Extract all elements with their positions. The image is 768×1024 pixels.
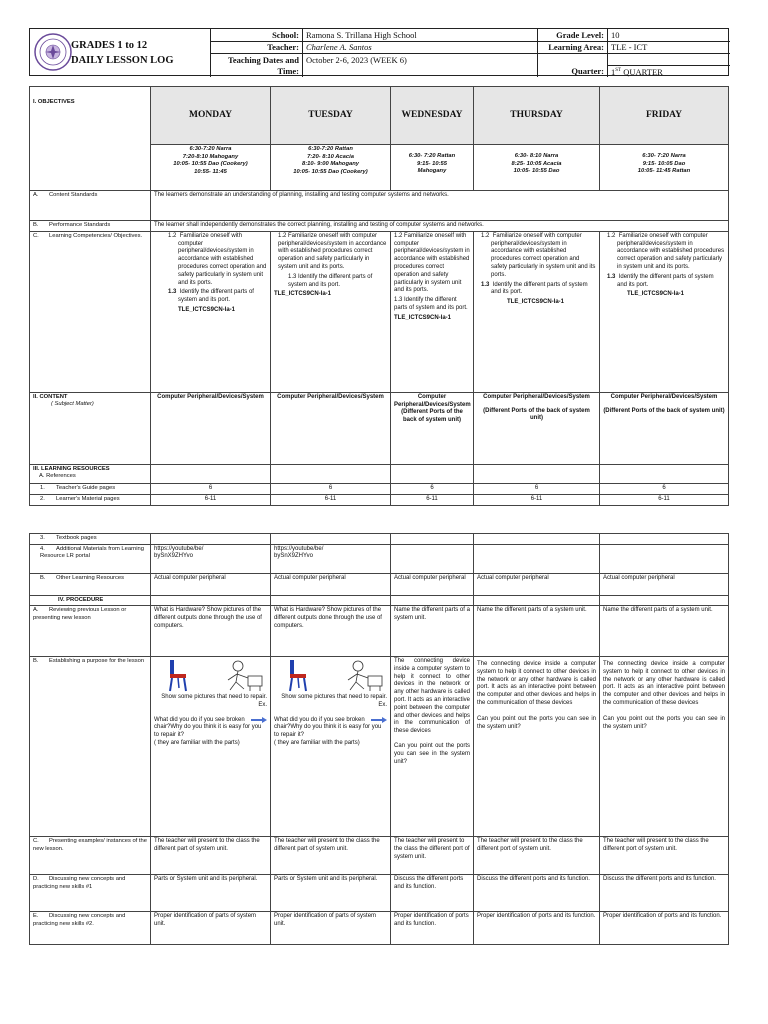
quarter-value: [608, 66, 730, 77]
row-label: Establishing a purpose for the lesson: [49, 658, 145, 665]
review-thursday: Name the different parts of a system unit.: [474, 606, 600, 657]
port-definition: The connecting device inside a computer system to help it connect to other devices in the network or any other hardware is called port. It acts as an interactive point between the computer and other devices and helps in the communication of these devices: [477, 661, 596, 707]
row-number: 3.: [40, 535, 45, 541]
schedule-line: 9:15- 10:05 Dao: [642, 160, 686, 167]
purpose-question: What did you do if you see broken chair?Why do you think it is easy for you to repair it?: [274, 716, 382, 739]
quarter-label: Quarter:: [571, 66, 604, 76]
competencies-tuesday: [271, 231, 391, 392]
teachers-guide-label: [30, 483, 151, 494]
schedule-line: 8:25- 10:05 Acacia: [511, 160, 562, 167]
schedule-thursday: [474, 145, 600, 191]
competencies-label: [30, 231, 151, 392]
empty-cell: [474, 544, 600, 573]
discuss1-label: [30, 875, 151, 912]
purpose-friday: [600, 657, 729, 837]
header-box: [29, 28, 729, 76]
competency-number: 1.3: [394, 297, 403, 304]
schedule-line: 10:05- 10:55 Dao (Cookery): [173, 161, 248, 168]
empty-cell: [391, 595, 474, 606]
empty-cell: [600, 544, 729, 573]
row-number: 1.: [40, 484, 45, 491]
discuss1-monday: Parts or System unit and its peripheral.: [151, 875, 271, 912]
empty-cell: [391, 544, 474, 573]
additional-tuesday[interactable]: [271, 544, 391, 573]
school-value: Ramona S. Trillana High School: [306, 30, 417, 40]
discuss1-tuesday: Parts or System unit and its peripheral.: [271, 875, 391, 912]
discuss1-wednesday: Discuss the different ports and its function.: [391, 875, 474, 912]
other-monday: Actual computer peripheral: [151, 573, 271, 595]
competencies-friday: [600, 231, 729, 392]
schedule-line: 6:30- 7:20 Rattan: [408, 153, 456, 159]
lesson-log-table-page1: [29, 86, 729, 506]
review-tuesday: What is Hardware? Show pictures of the different outputs done through the use of computers.: [271, 606, 391, 657]
row-number: 2.: [40, 495, 45, 502]
row-label: Reviewing previous Lesson or presenting new lesson: [33, 607, 127, 621]
lm-pages-tuesday: 6-11: [271, 494, 391, 505]
competency-text: Identify the different parts of system and its port.: [178, 289, 254, 304]
schedule-line: 6:30-7:20 Narra: [189, 146, 232, 152]
dates-label: Teaching Dates and Time:: [227, 55, 299, 77]
content-standards-label: [30, 191, 151, 221]
day-wednesday: WEDNESDAY: [391, 87, 474, 145]
review-row: [30, 606, 729, 657]
content-friday: [600, 392, 729, 464]
port-question: Can you point out the ports you can see in the system unit?: [603, 715, 725, 730]
competency-number: 1.3: [481, 281, 490, 288]
tg-pages-wednesday: 6: [391, 483, 474, 494]
broken-chair-icon: [164, 658, 192, 692]
schedule-friday: [600, 145, 729, 191]
competency-number: 1.2: [607, 232, 616, 239]
examples-tuesday: The teacher will present to the class the different part of system unit.: [271, 837, 391, 875]
empty-cell: [474, 595, 600, 606]
area-value: TLE - ICT: [611, 42, 648, 52]
content-subtopic: (Different Ports of the back of system unit): [603, 407, 725, 414]
discuss1-thursday: Discuss the different ports and its function.: [474, 875, 600, 912]
lm-pages-friday: 6-11: [600, 494, 729, 505]
content-thursday: [474, 392, 600, 464]
schedule-line: 10:55- 11:45: [194, 168, 227, 175]
competencies-wednesday: [391, 231, 474, 392]
quarter-text: QUARTER: [623, 67, 663, 77]
row-number: D.: [33, 876, 39, 883]
lm-pages-thursday: 6-11: [474, 494, 600, 505]
row-number: A.: [33, 607, 39, 614]
competency-text: Identify the different parts of system and its port.: [617, 273, 714, 288]
row-label: Discussing new concepts and practicing new skills #2.: [33, 913, 126, 927]
repair-person-icon: [338, 658, 386, 692]
empty-cell: [391, 464, 474, 483]
schedule-monday: [151, 145, 271, 191]
purpose-note: ( they are familiar with the parts): [154, 740, 240, 747]
empty-cell: [600, 595, 729, 606]
grade-value: 10: [611, 30, 620, 40]
quarter-number: 1: [611, 67, 616, 77]
form-title: [71, 38, 174, 68]
purpose-monday: [151, 657, 271, 837]
title-grades: GRADES 1 to 12: [71, 40, 148, 51]
lm-pages-monday: 6-11: [151, 494, 271, 505]
purpose-tuesday: [271, 657, 391, 837]
empty-cell: [151, 595, 271, 606]
schedule-wednesday: [391, 145, 474, 191]
purpose-row: [30, 657, 729, 837]
content-subtopic: (Different Ports of the back of system unit): [483, 407, 590, 422]
content-topic: Computer Peripheral/Devices/System: [394, 393, 471, 408]
competencies-monday: [151, 231, 271, 392]
examples-monday: The teacher will present to the class the different part of system unit.: [151, 837, 271, 875]
tg-pages-thursday: 6: [474, 483, 600, 494]
video-link[interactable]: https://youtube/be/: [154, 545, 204, 552]
row-label: Learner's Material pages: [56, 495, 120, 502]
learners-material-label: [30, 494, 151, 505]
competency-number: 1.3: [288, 273, 297, 280]
competency-code: TLE_ICTCS9CN-Ia-1: [178, 306, 236, 313]
textbook-row: [30, 534, 729, 545]
schedule-line: 6:30-7:20 Rattan: [308, 146, 353, 152]
schedule-line: 7:20- 8:10 Acacia: [307, 153, 354, 160]
competency-code: TLE_ICTCS9CN-Ia-1: [394, 314, 452, 321]
empty-cell: [600, 534, 729, 545]
competency-text: Familiarize oneself with computer peripheral/devices/system in accordance with established procedures correct operation and safety particularly in system unit and its ports.: [617, 232, 725, 270]
purpose-instruction: Show some pictures that need to repair. Ex.: [281, 694, 387, 708]
procedure-row: [30, 595, 729, 606]
examples-friday: The teacher will present to the class the different port of system unit.: [600, 837, 729, 875]
competency-code: TLE_ICTCS9CN-Ia-1: [274, 291, 332, 298]
row-number: E.: [33, 913, 39, 920]
content-topic: Computer Peripheral/Devices/System: [610, 393, 718, 400]
other-tuesday: Actual computer peripheral: [271, 573, 391, 595]
review-wednesday: Name the different parts of a system unit.: [391, 606, 474, 657]
schedule-line: 6:30- 7:20 Narra: [642, 153, 686, 159]
port-question: Can you point out the ports you can see in the system unit?: [394, 743, 470, 765]
school-label: School:: [272, 30, 299, 40]
textbook-label: [30, 534, 151, 545]
purpose-note: ( they are familiar with the parts): [274, 740, 360, 747]
content-wednesday: [391, 392, 474, 464]
day-header-row: [30, 87, 729, 145]
purpose-question: What did you do if you see broken chair?Why do you think it is easy for you to repair it?: [154, 716, 262, 739]
review-label: [30, 606, 151, 657]
discuss2-label: [30, 912, 151, 945]
port-question: Can you point out the ports you can see in the system unit?: [477, 715, 596, 730]
competency-text: Identify the different parts of system and its port.: [394, 297, 468, 311]
discuss1-row: [30, 875, 729, 912]
tg-pages-tuesday: 6: [271, 483, 391, 494]
empty-cell: [600, 464, 729, 483]
dates-value: October 2-6, 2023 (WEEK 6): [306, 55, 407, 65]
row-label: Teacher's Guide pages: [56, 484, 116, 491]
pictures: [154, 658, 267, 694]
competencies-thursday: [474, 231, 600, 392]
row-sublabel: A. References: [39, 473, 76, 480]
content-row: [30, 392, 729, 464]
procedure-label: IV. PROCEDURE: [30, 595, 151, 606]
row-label: Textbook pages: [56, 535, 97, 541]
arrow-right-icon: [251, 717, 267, 723]
schedule-line: 7:20-8:10 Mahogany: [182, 153, 239, 160]
other-resources-row: [30, 573, 729, 595]
pictures: [274, 658, 387, 694]
discuss1-friday: Discuss the different ports and its function.: [600, 875, 729, 912]
row-number: C.: [33, 838, 39, 845]
learning-resources-row: [30, 464, 729, 483]
row-number: B.: [33, 658, 39, 665]
other-resources-label: [30, 573, 151, 595]
review-friday: Name the different parts of a system unit.: [600, 606, 729, 657]
purpose-question-block: [274, 717, 387, 740]
header-grid: [210, 29, 730, 77]
teacher-value: Charlene A. Santos: [306, 42, 372, 52]
tg-pages-monday: 6: [151, 483, 271, 494]
row-label: Content Standards: [49, 192, 98, 198]
competency-code: TLE_ICTCS9CN-Ia-1: [627, 291, 685, 298]
day-monday: MONDAY: [151, 87, 271, 145]
empty-cell: [271, 534, 391, 545]
examples-thursday: The teacher will present to the class the different port of system unit.: [474, 837, 600, 875]
content-topic: Computer Peripheral/Devices/System: [483, 393, 590, 400]
competency-text: Familiarize oneself with computer peripheral/devices/system in accordance with established procedures correct operation and safety particularly in system unit and its ports.: [178, 232, 267, 286]
competencies-row: [30, 231, 729, 392]
row-label: Presenting examples/ instances of the new lesson.: [33, 838, 147, 852]
purpose-instruction: Show some pictures that need to repair. Ex.: [161, 694, 267, 708]
competency-number: 1.3: [168, 289, 177, 296]
content-standards-text: The learners demonstrate an understanding of planning, installing and testing computer systems and networks.: [151, 191, 729, 221]
row-label: Performance Standards: [49, 222, 111, 228]
discuss2-friday: Proper identification of ports and its function.: [600, 912, 729, 945]
row-label: Learning Competencies/ Objectives.: [49, 232, 143, 239]
examples-label: [30, 837, 151, 875]
empty-cell: [271, 464, 391, 483]
row-number: A.: [33, 192, 39, 198]
day-tuesday: TUESDAY: [271, 87, 391, 145]
row-number: 4.: [40, 545, 45, 552]
teacher-label: Teacher:: [267, 42, 299, 52]
competency-text: Familiarize oneself with computer peripheral/devices/system in accordance with established procedures correct operation and safety particularly in system unit and its ports.: [394, 232, 470, 294]
tg-pages-friday: 6: [600, 483, 729, 494]
performance-standards-label: [30, 221, 151, 232]
discuss2-monday: Proper identification of parts of system unit.: [151, 912, 271, 945]
grade-label: Grade Level:: [556, 30, 604, 40]
content-label: [30, 392, 151, 464]
lesson-log-table-page2: [29, 533, 729, 945]
empty-cell: [474, 534, 600, 545]
quarter-suffix: ST: [615, 68, 622, 74]
purpose-wednesday: [391, 657, 474, 837]
content-monday: Computer Peripheral/Devices/System: [151, 392, 271, 464]
purpose-label: [30, 657, 151, 837]
row-label: II. CONTENT: [33, 393, 68, 400]
examples-wednesday: The teacher will present to the class the different port of system unit.: [391, 837, 474, 875]
additional-monday[interactable]: [151, 544, 271, 573]
arrow-right-icon: [371, 717, 387, 723]
content-subtopic: (Different Ports of the back of system unit): [401, 409, 463, 424]
competency-text: Familiarize oneself with computer peripheral/devices/system in accordance with established procedures correct operation and safety particularly in system unit and its ports.: [491, 232, 596, 278]
schedule-line: 6:30- 8:10 Narra: [514, 153, 559, 159]
performance-standards-row: [30, 221, 729, 232]
empty-cell: [151, 464, 271, 483]
discuss2-wednesday: Proper identification of ports and its function.: [391, 912, 474, 945]
schedule-line: 9:15- 10:55: [417, 160, 447, 167]
row-label: Other Learning Resources: [56, 574, 124, 581]
schedule-line: 10:05- 10:55 Dao: [513, 168, 560, 175]
deped-seal-icon: [33, 32, 73, 72]
empty-cell: [474, 464, 600, 483]
area-label: Learning Area:: [548, 42, 604, 52]
schedule-line: 8:10- 9:00 Mahogany: [301, 161, 360, 168]
competency-text: Identify the different parts of system and its port.: [491, 281, 588, 296]
content-tuesday: Computer Peripheral/Devices/System: [271, 392, 391, 464]
schedule-line: Mahogany: [417, 168, 447, 175]
empty-cell: [391, 534, 474, 545]
video-link-id[interactable]: bySnX9ZHYvo: [154, 553, 194, 560]
day-friday: FRIDAY: [600, 87, 729, 145]
competency-number: 1.2: [481, 232, 490, 239]
other-friday: Actual computer peripheral: [600, 573, 729, 595]
additional-materials-label: [30, 544, 151, 573]
row-label: Discussing new concepts and practicing new skills #1: [33, 876, 126, 890]
port-definition: The connecting device inside a computer system to help it connect to other devices in the network or any other hardware is called port. It acts as an interactive point between the computer and other devices and helps in the communication of these devices: [603, 661, 725, 707]
row-number: C.: [33, 232, 39, 239]
competency-text: Familiarize oneself with computer peripheral/devices/system in accordance with established procedures correct operation and safety particularly in system unit and its ports.: [278, 232, 387, 270]
empty-cell: [151, 534, 271, 545]
purpose-thursday: [474, 657, 600, 837]
broken-chair-icon: [284, 658, 312, 692]
row-label: III. LEARNING RESOURCES: [33, 465, 110, 472]
other-thursday: Actual computer peripheral: [474, 573, 600, 595]
competency-text: Identify the different parts of system and its port.: [288, 273, 373, 288]
other-wednesday: Actual computer peripheral: [391, 573, 474, 595]
video-link-id[interactable]: bySnX9ZHYvo: [274, 553, 314, 560]
competency-code: TLE_ICTCS9CN-Ia-1: [507, 299, 565, 306]
repair-person-icon: [218, 658, 266, 692]
learners-material-row: [30, 494, 729, 505]
video-link[interactable]: https://youtube/be/: [274, 545, 324, 552]
learning-resources-label: [30, 464, 151, 483]
schedule-line: 10:05- 11:45 Rattan: [637, 168, 691, 175]
row-number: B.: [33, 222, 39, 228]
objectives-heading: I. OBJECTIVES: [30, 87, 151, 191]
title-dll: DAILY LESSON LOG: [71, 55, 174, 67]
empty-cell: [271, 595, 391, 606]
review-monday: What is Hardware? Show pictures of the different outputs done through the use of computers.: [151, 606, 271, 657]
competency-number: 1.2: [168, 232, 177, 239]
examples-row: [30, 837, 729, 875]
row-sublabel: ( Subject Matter): [51, 401, 94, 408]
teachers-guide-row: [30, 483, 729, 494]
discuss2-row: [30, 912, 729, 945]
discuss2-tuesday: Proper identification of parts of system unit.: [271, 912, 391, 945]
content-standards-row: [30, 191, 729, 221]
additional-materials-row: [30, 544, 729, 573]
port-definition: The connecting device inside a computer system to help it connect to other devices in the network or any other hardware is called port. It acts as an interactive point between the computer and other devices and helps in the communication of these devices: [394, 658, 470, 735]
schedule-tuesday: [271, 145, 391, 191]
row-label: Additional Materials from Learning Resource LR portal: [40, 545, 144, 560]
schedule-line: 10:05- 10:55 Dao (Cookery): [293, 168, 368, 175]
competency-number: 1.3: [607, 273, 616, 280]
competency-number: 1.2: [278, 232, 287, 239]
row-number: B.: [40, 574, 46, 581]
day-thursday: THURSDAY: [474, 87, 600, 145]
lm-pages-wednesday: 6-11: [391, 494, 474, 505]
discuss2-thursday: Proper identification of ports and its function.: [474, 912, 600, 945]
purpose-question-block: [154, 717, 267, 740]
competency-number: 1.2: [394, 232, 403, 239]
performance-standards-text: The learner shall independently demonstrates the correct planning, installing and testing of computer systems and networks.: [151, 221, 729, 232]
